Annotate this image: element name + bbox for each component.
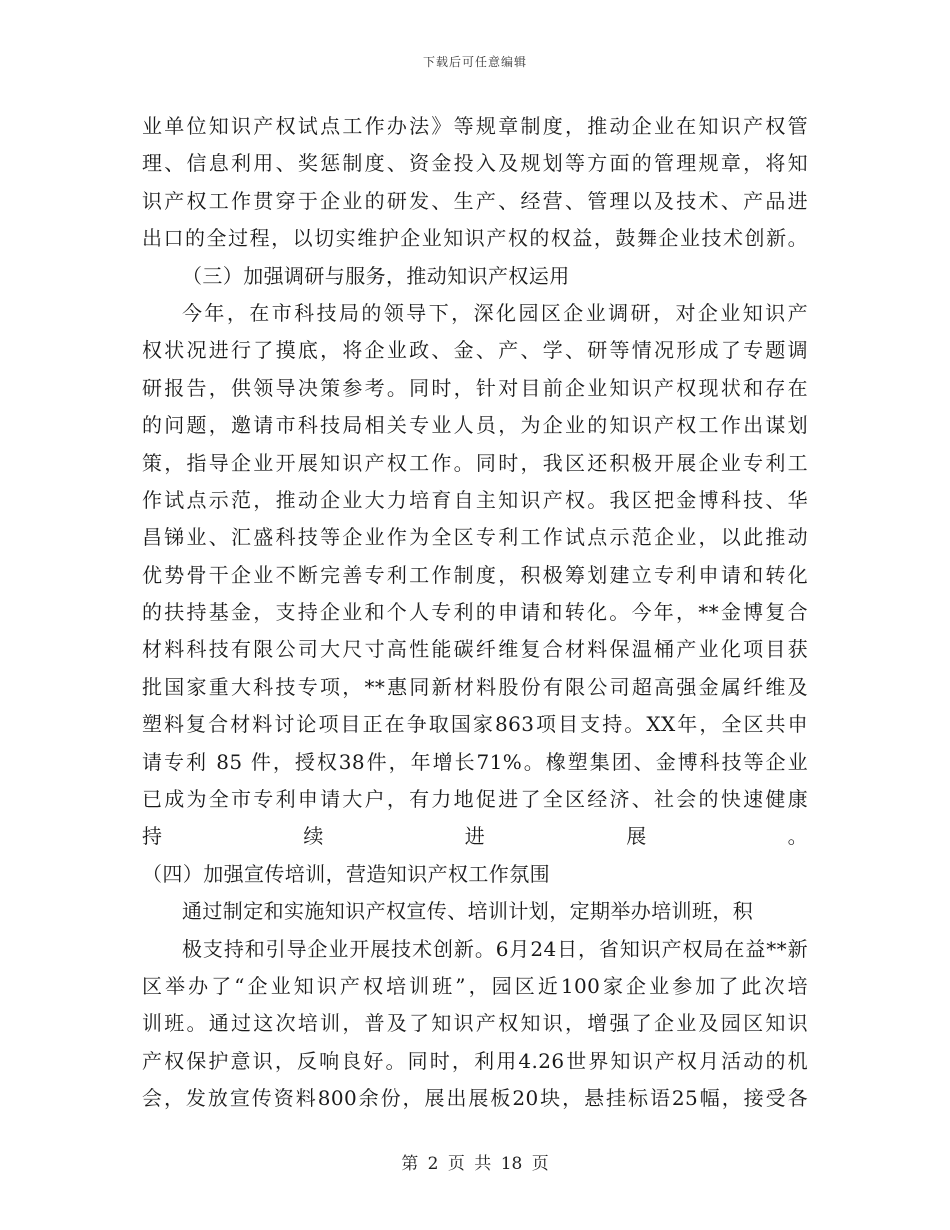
paragraph-line: 今年，在市科技局的领导下，深化园区企业调研，对企业知识产: [182, 300, 808, 325]
section-heading: （三）加强调研与服务，推动知识产权运用: [182, 263, 570, 288]
paragraph-line: 识产权工作贯穿于企业的研发、生产、经营、管理以及技术、产品进: [142, 188, 808, 213]
paragraph-line: 业单位知识产权试点工作办法》等规章制度，推动企业在知识产权管: [142, 114, 808, 138]
paragraph-line: 研报告，供领导决策参考。同时，针对目前企业知识产权现状和存在: [142, 375, 808, 400]
paragraph-line: 策，指导企业开展知识产权工作。同时，我区还积极开展企业专利工: [142, 450, 808, 475]
paragraph-line: 昌锑业、汇盛科技等企业作为全区专利工作试点示范企业，以此推动: [142, 525, 808, 550]
paragraph-line: 请专利 85 件，授权38件，年增长71%。橡塑集团、金博科技等企业: [142, 749, 808, 774]
paragraph-line: 的问题，邀请市科技局相关专业人员，为企业的知识产权工作出谋划: [142, 413, 808, 438]
paragraph-line: 区举办了“企业知识产权培训班”，园区近100家企业参加了此次培: [142, 973, 808, 998]
paragraph-line: 训班。通过这次培训，普及了知识产权知识，增强了企业及园区知识: [142, 1011, 808, 1036]
paragraph-line: 优势骨干企业不断完善专利工作制度，积极筹划建立专利申请和转化: [142, 562, 808, 587]
page-footer: 第 2 页 共 18 页: [401, 1154, 549, 1174]
paragraph-line: 的扶持基金，支持企业和个人专利的申请和转化。今年，**金博复合: [142, 600, 808, 625]
paragraph-line: 理、信息利用、奖惩制度、资金投入及规划等方面的管理规章，将知: [142, 151, 808, 176]
paragraph-line: 会，发放宣传资料800余份，展出展板20块，悬挂标语25幅，接受各: [142, 1086, 808, 1111]
page-header: 下载后可任意编辑: [422, 55, 527, 69]
paragraph-line: 权状况进行了摸底，将企业政、金、产、学、研等情况形成了专题调: [142, 338, 808, 363]
paragraph-line: 出口的全过程，以切实维护企业知识产权的权益，鼓舞企业技术创新。: [142, 226, 808, 251]
paragraph-line: 极支持和引导企业开展技术创新。6月24日，省知识产权局在益**新: [182, 936, 808, 961]
section-heading: 通过制定和实施知识产权宣传、培训计划，定期举办培训班，积: [182, 899, 754, 924]
paragraph-line: 已成为全市专利申请大户，有力地促进了全区经济、社会的快速健康: [142, 787, 808, 812]
paragraph-line: （四）加强宣传培训，营造知识产权工作氛围: [142, 861, 550, 886]
paragraph-line: 塑料复合材料讨论项目正在争取国家863项目支持。XX年，全区共申: [142, 712, 808, 737]
paragraph-line: 作试点示范，推动企业大力培育自主知识产权。我区把金博科技、华: [142, 487, 808, 512]
paragraph-line: 产权保护意识，反响良好。同时，利用4.26世界知识产权月活动的机: [142, 1048, 808, 1073]
document-body: [142, 108, 808, 1155]
paragraph-line: 批国家重大科技专项，**惠同新材料股份有限公司超高强金属纤维及: [142, 674, 808, 699]
paragraph-line: 持续进展。: [142, 824, 808, 849]
paragraph-line: 材料科技有限公司大尺寸高性能碳纤维复合材料保温桶产业化项目获: [142, 637, 808, 662]
